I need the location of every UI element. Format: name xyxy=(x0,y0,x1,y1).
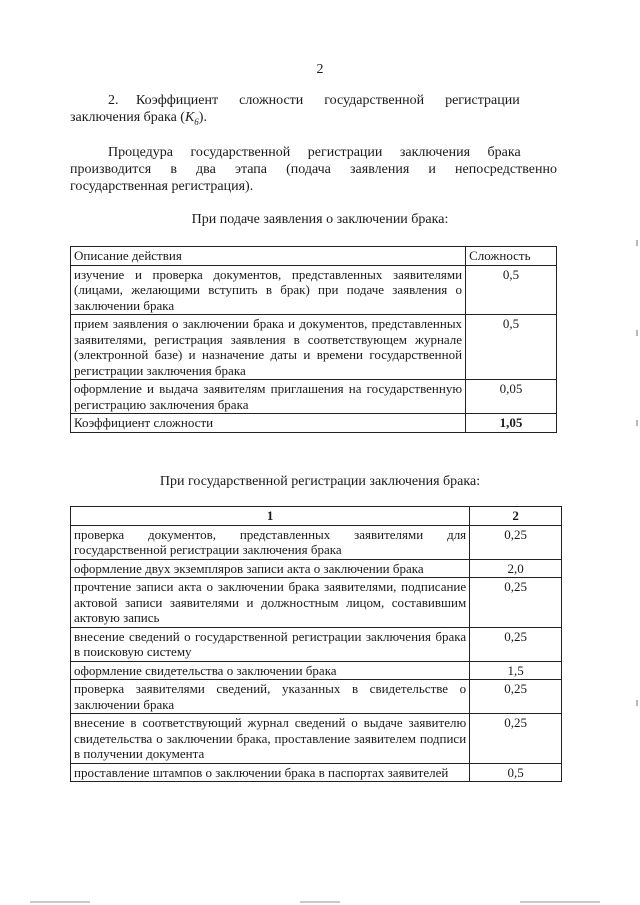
intro-paragraph xyxy=(70,144,557,195)
total-label: Коэффициент сложности xyxy=(71,414,466,433)
row-description: оформление двух экземпляров записи акта о заключении брака xyxy=(71,559,470,578)
scan-mark xyxy=(636,700,638,706)
row-value: 0,5 xyxy=(466,315,557,380)
table1-caption: При подаче заявления о заключении брака: xyxy=(191,212,449,227)
row-description: внесение сведений о государственной регистрации заключения брака в поисковую систему xyxy=(71,627,470,661)
row-value: 0,05 xyxy=(466,380,557,414)
section-title-prefix: заключения брака ( xyxy=(70,110,185,125)
table-row xyxy=(71,763,562,782)
intro-line-1: Процедура государственной регистрации заключения брака xyxy=(108,145,521,160)
row-value: 0,25 xyxy=(470,627,562,661)
row-description: проставление штампов о заключении брака в паспортах заявителей xyxy=(71,763,470,782)
coefficient-symbol: K xyxy=(184,110,195,125)
header-column-2: 2 xyxy=(470,507,562,526)
intro-line-3: государственная регистрация). xyxy=(70,179,254,194)
row-value: 0,5 xyxy=(470,763,562,782)
coefficient-subscript: 6 xyxy=(194,116,199,127)
row-value: 0,25 xyxy=(470,680,562,714)
header-description: Описание действия xyxy=(71,247,466,266)
table-row xyxy=(71,714,562,764)
row-value: 0,25 xyxy=(470,714,562,764)
row-description: проверка заявителями сведений, указанных в свидетельстве о заключении брака xyxy=(71,680,470,714)
table-row xyxy=(71,680,562,714)
intro-line-2: производится в два этапа (подача заявления и непосредственно xyxy=(70,162,557,177)
table-row xyxy=(71,559,562,578)
section-title xyxy=(70,92,557,131)
section-title-line-2 xyxy=(70,109,557,131)
row-value: 2,0 xyxy=(470,559,562,578)
row-description: внесение в соответствующий журнал сведений о выдаче заявителю свидетельства о заключении брака, проставление заявителем подписи в получении документа xyxy=(71,714,470,764)
table-row xyxy=(71,525,562,559)
scan-mark xyxy=(636,330,638,336)
table-header-row xyxy=(71,507,562,526)
page-number: 2 xyxy=(316,62,324,77)
section-title-line-1: 2. Коэффициент сложности государственной регистрации xyxy=(108,93,520,108)
row-description: прочтение записи акта о заключении брака заявителями, подписание актовой записи заявителями и должностным лицом, составившим актовую запись xyxy=(71,578,470,628)
row-value: 0,5 xyxy=(466,265,557,315)
scan-mark xyxy=(636,240,638,246)
table2-caption: При государственной регистрации заключения брака: xyxy=(159,474,481,489)
row-description: оформление и выдача заявителям приглашения на государственную регистрацию заключения брака xyxy=(71,380,466,414)
row-value: 0,25 xyxy=(470,525,562,559)
table-row xyxy=(71,265,557,315)
table-header-row xyxy=(71,247,557,266)
row-value: 0,25 xyxy=(470,578,562,628)
header-column-1: 1 xyxy=(71,507,470,526)
row-value: 1,5 xyxy=(470,661,562,680)
table-row xyxy=(71,578,562,628)
table-row xyxy=(71,627,562,661)
application-complexity-table xyxy=(70,246,557,433)
row-description: проверка документов, представленных заявителями для государственной регистрации заключения брака xyxy=(71,525,470,559)
table-row xyxy=(71,315,557,380)
header-complexity: Сложность xyxy=(466,247,557,266)
registration-complexity-table xyxy=(70,506,562,782)
scan-mark xyxy=(300,901,340,903)
scan-mark xyxy=(30,901,90,903)
row-description: оформление свидетельства о заключении брака xyxy=(71,661,470,680)
scan-mark xyxy=(520,901,600,903)
row-description: изучение и проверка документов, представленных заявителями (лицами, желающими вступить в брак) при подаче заявления о заключении брака xyxy=(71,265,466,315)
table-row xyxy=(71,380,557,414)
scan-mark xyxy=(636,420,638,426)
table-row xyxy=(71,661,562,680)
row-description: прием заявления о заключении брака и документов, представленных заявителями, регистрация заявления в соответствующем журнале (электронной базе) и назначение даты и времени государственной регистрации заключения брака xyxy=(71,315,466,380)
total-value: 1,05 xyxy=(466,414,557,433)
table-total-row xyxy=(71,414,557,433)
section-title-suffix: ). xyxy=(198,110,207,125)
